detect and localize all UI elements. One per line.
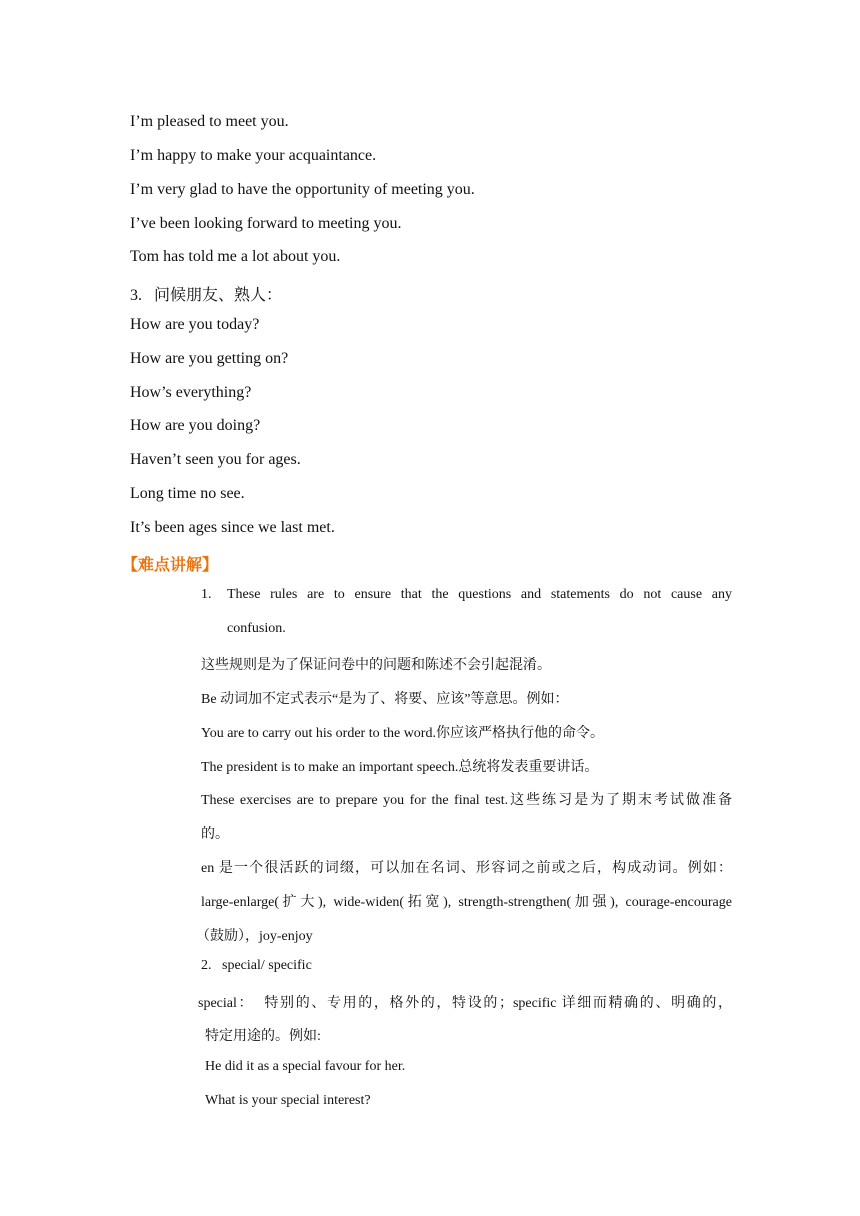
point1-number: 1. bbox=[201, 587, 212, 602]
point1-sentence-line2: confusion. bbox=[227, 621, 286, 636]
point2-heading: 2. special/ specific bbox=[201, 958, 312, 973]
friend-greeting-2: How are you getting on? bbox=[130, 350, 289, 367]
point1-example3-line2: 的。 bbox=[201, 827, 229, 842]
point1-example3-line1: These exercises are to prepare you for the final test.这些练习是为了期末考试做准备 bbox=[201, 793, 732, 808]
point1-sentence-line1: These rules are to ensure that the questions and statements do not cause any bbox=[227, 587, 732, 602]
greeting-line-5: Tom has told me a lot about you. bbox=[130, 248, 341, 265]
friend-greeting-1: How are you today? bbox=[130, 316, 260, 333]
point1-explanation: Be 动词加不定式表示“是为了、将要、应该”等意思。例如： bbox=[201, 692, 569, 707]
point1-example1: You are to carry out his order to the word.你应该严格执行他的命令。 bbox=[201, 726, 604, 741]
greeting-line-2: I’m happy to make your acquaintance. bbox=[130, 147, 377, 164]
point1-example2: The president is to make an important speech.总统将发表重要讲话。 bbox=[201, 760, 599, 775]
friend-greeting-6: Long time no see. bbox=[130, 485, 245, 502]
point1-en-examples-line2: （鼓励），joy-enjoy bbox=[196, 929, 313, 944]
heading-3: 3. 问候朋友、熟人： bbox=[130, 287, 283, 304]
point1-en-examples-line1: large-enlarge(扩大), wide-widen(拓宽), strength-strengthen(加强), courage-encourage bbox=[201, 895, 732, 910]
greeting-line-1: I’m pleased to meet you. bbox=[130, 113, 289, 130]
point1-translation: 这些规则是为了保证问卷中的问题和陈述不会引起混淆。 bbox=[201, 658, 551, 673]
point1-en-note: en 是一个很活跃的词缀，可以加在名词、形容词之前或之后，构成动词。例如： bbox=[201, 861, 732, 876]
point2-example1: He did it as a special favour for her. bbox=[205, 1059, 406, 1074]
point2-definition-line1: special： 特别的、专用的，格外的，特设的；specific 详细而精确的、明确的， bbox=[198, 996, 732, 1011]
point2-definition-line2: 特定用途的。例如: bbox=[205, 1029, 321, 1044]
greeting-line-3: I’m very glad to have the opportunity of meeting you. bbox=[130, 181, 475, 198]
friend-greeting-3: How’s everything? bbox=[130, 384, 252, 401]
friend-greeting-7: It’s been ages since we last met. bbox=[130, 519, 335, 536]
greeting-line-4: I’ve been looking forward to meeting you. bbox=[130, 215, 402, 232]
friend-greeting-4: How are you doing? bbox=[130, 417, 261, 434]
section-title: 【难点讲解】 bbox=[122, 557, 219, 574]
point2-example2: What is your special interest? bbox=[205, 1093, 371, 1108]
friend-greeting-5: Haven’t seen you for ages. bbox=[130, 451, 301, 468]
